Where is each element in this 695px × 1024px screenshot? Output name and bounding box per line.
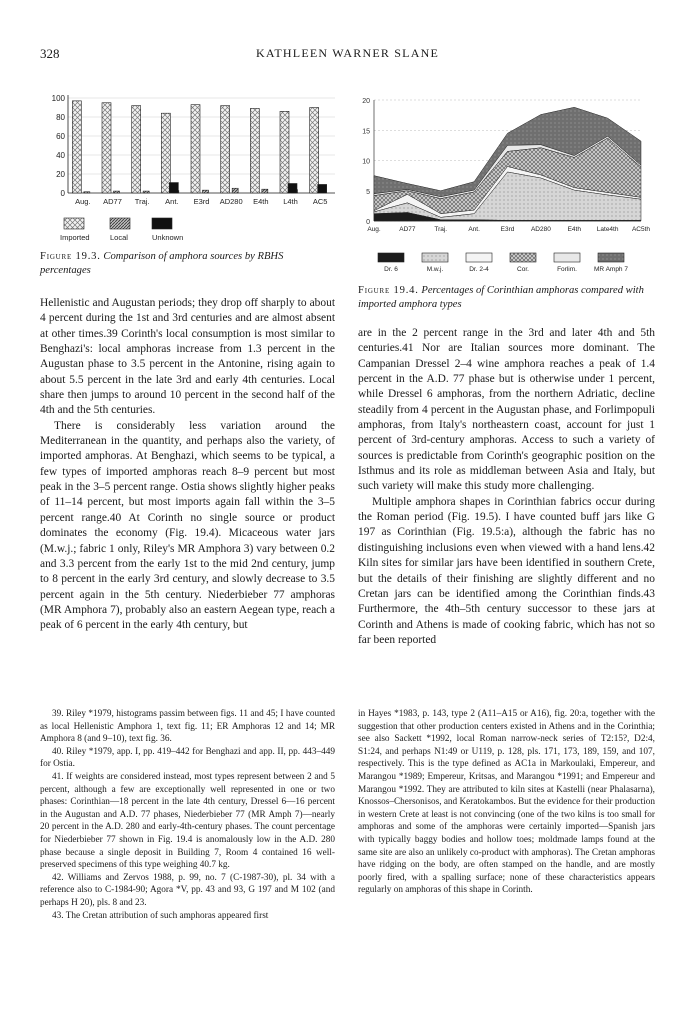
legend-label: Forlim. [557,266,577,273]
x-tick-label: Aug. [75,197,91,206]
bar-local [143,191,149,193]
page-number: 328 [40,46,60,61]
bar-local [84,192,90,193]
y-tick-label: 80 [56,113,65,122]
x-tick-label: E4th [567,226,581,233]
footnote: 43. The Cretan attribution of such amphoras appeared first [52,910,269,921]
x-tick-label: Ant. [165,197,179,206]
caption-text: Percentages of Corinthian amphoras compared with imported amphora types [358,285,644,310]
y-tick-label: 0 [60,189,65,198]
footnotes-left [40,708,335,922]
bar-imported [191,105,200,193]
y-tick-label: 10 [362,158,370,166]
x-tick-label: AC5th [631,226,651,233]
y-tick-label: 60 [56,132,65,141]
legend-label: MR Amph 7 [594,266,628,273]
x-tick-label: AD77 [399,226,416,233]
legend-swatch [110,218,130,229]
footnote: 41. If weights are considered instead, most types represent between 2 and 5 percent, although a few are exceptionally well represented in one or two phases: Corinthian—18 percent in the late 4th century, Dressel 6—16 percent in the Augustan and A.D. 77 phases, Niederbieber 77 (MR Amph 7)—nearly 20 percent in the A.D. 280 and early-4th-century phases. The count percentage for Niederbieber 77 shown in Fig. 19.4 is anomalously low in the A.D. 280 phase because a single deposit in Building 7, Room 4 contained 16 well-preserved specimens of this type weighing 40.7 kg. [40,771,335,871]
bar-imported [250,108,259,193]
bar-local [262,189,268,193]
paragraph: There is considerably less variation around the Mediterranean in the quantity, and perhaps also the variety, of imported amphoras. At Benghazi, which seems to be typical, a few types of imported amphoras reach 8–9 percent but most peak in the 3–5 percent range. Ostia shows slightly higher peaks of 11–14 percent, but most imports again fall within the 3–5 percent range.40 At Corinth no single source or product dominates the economy (Fig. 19.4). Micaceous water jars (M.w.j.; fabric 1 only, Riley's MR Amphora 3) vary between 0.2 and 3.3 percent from the early 1st to the mid 2nd century, jump to 8 percent in the early 3rd century, and slowly decrease to 3.5 percent again in the 5th century. Niederbieber 77 amphoras (MR Amphora 7), probably also an eastern Aegean type, reach a peak of 6 percent in the early 4th century, but [40,419,335,632]
y-tick-label: 100 [51,94,65,103]
x-tick-label: L4th [283,197,298,206]
y-tick-label: 15 [362,128,370,136]
page-header [0,46,695,66]
bar-local [114,191,120,193]
paragraph: Multiple amphora shapes in Corinthian fabrics occur during the Roman period (Fig. 19.5). I have counted buff jars like G 197 as Corinthian (Fig. 19.5:a), although the fabric has no distinguishing inclusions even when viewed with a hand lens.42 Kiln sites for similar jars have been identified in southern Crete, but the details of their finishing are slightly different and no Cretan jars can be identified among the Corinthian finds.43 Furthermore, the 4th–5th century successor to these jars at Corinth and Athens is made of cooking fabric, which has not so far been reported [358,495,655,646]
y-tick-label: 5 [366,188,370,196]
figure-19-4-caption [358,284,655,312]
area-chart [358,90,655,280]
footnote: in Hayes *1983, p. 143, type 2 (A11–A15 or A16), fig. 20:a, together with the suggestion that other production centers existed in Athens and in the Corinthia; see also Sackett *1992, local Roman narrow-neck series of T2:15?, D2:4, S1:24, and perhaps N1:49 or U119, p. 128, pls. 171, 173, 189, 159, and 107, respectively. This is the type defined as AC1a in Markoulaki, Empereur, and Marangou *1989; Empereur, Kritsas, and Marangou *1991; and Empereur and Marangou *1992. They are attributed to kiln sites at Kastelli (near Phalasarna), Knossos–Chersonisos, and Keratokambos. But the evidence for their production in western Crete at least is not convincing (one of the two kilns is too small for amphoras and some of the amphoras were certainly imported—Spanish jars with typically baggy bodies and hollow toes; moldmade lamps found at the same site are also an unlikely co-product with amphoras). The Cretan amphoras have ridging on the body, are often stamped on the handle, and are mostly poorly fired, with a spalling surface; none of these characteristics appears regularly on amphoras of this shape in Corinth. [358,709,655,896]
x-tick-label: E4th [253,197,269,206]
running-title: KATHLEEN WARNER SLANE [256,46,439,60]
legend-swatch [152,218,172,229]
y-tick-label: 20 [56,170,65,179]
legend-swatch [378,253,404,262]
y-tick-label: 20 [362,98,370,105]
legend-label: M.w.j. [426,266,444,273]
x-tick-label: E3rd [193,197,210,206]
legend-label: Imported [60,233,90,242]
bar-local [232,188,238,193]
caption-text: Comparison of amphora sources by RBHS percentages [40,251,284,276]
bar-imported [310,108,319,194]
x-tick-label: Late4th [596,226,619,233]
x-tick-label: AD280 [530,226,551,233]
x-tick-label: Traj. [134,197,150,206]
figure-19-4 [358,90,655,280]
legend-swatch [422,253,448,262]
legend-swatch [510,253,536,262]
left-column [40,296,335,634]
footnote: 39. Riley *1979, histograms passim between figs. 11 and 45; I have counted as local Hellenistic Amphora 1, text fig. 11; ER Amphoras 12 and 14; MR Amphora 8 (and 9–10), text fig. 36. [40,709,335,745]
bar-chart [40,90,340,250]
x-tick-label: Ant. [468,226,480,233]
x-tick-label: E3rd [500,226,515,233]
legend-label: Dr. 6 [384,266,398,273]
x-tick-label: AD77 [103,197,122,206]
bar-unknown [288,184,297,194]
y-tick-label: 0 [366,219,370,226]
bar-unknown [169,183,178,193]
x-tick-label: Aug. [367,226,381,233]
paragraph: are in the 2 percent range in the 3rd and later 4th and 5th centuries.41 Nor are Italian sources more dominant. The Campanian Dressel 2–4 wine amphora reaches a peak of 1.4 percent in the A.D. 77 phase but is otherwise under 1 percent, while Dressel 6 amphoras, from the northern Adriatic, decline steadily from 4 percent in the Augustan phase, and Forlimpopuli amphoras, from Italy's northeastern coast, account for just 1 percent of 3rd-century amphoras. Access to such a variety of sources is predictable from Corinth's geographic position on the Isthmus and its role as middleman between Asia and Italy, but such variety will make this study more challenging. [358,327,655,493]
x-tick-label: AD280 [219,197,243,206]
bar-imported [221,106,230,193]
y-tick-label: 40 [56,151,65,160]
legend-label: Local [110,233,128,242]
bar-imported [132,106,141,193]
footnote: 42. Williams and Zervos 1988, p. 99, no. 7 (C-1987-30), pl. 34 with a reference also to C-1984-90; Agora *V, pp. 43 and 93, G 197 and M 102 (and perhaps H 20), pls. 8 and 23. [40,872,335,908]
legend-swatch [466,253,492,262]
figure-19-3-caption [40,250,335,278]
legend-swatch [64,218,84,229]
footnotes-right [358,708,655,897]
paragraph: Hellenistic and Augustan periods; they drop off sharply to about 4 percent during the 1st and 3rd centuries and are almost absent at other times.39 Corinth's local consumption is most similar to Benghazi's: local amphoras increase from 1.3 percent in the Augustan phase to 3.5 percent in the Antonine, rising again to about 5.5 percent in the late 3rd and early 4th centuries. Local share then jumps to around 10 percent in the second half of the 4th and the 5th centuries. [40,297,335,417]
bar-imported [161,113,170,193]
legend-label: Cor. [517,266,529,273]
x-tick-label: AC5 [312,197,328,206]
bar-imported [102,103,111,193]
bar-local [203,190,209,193]
footnote: 40. Riley *1979, app. I, pp. 419–442 for Benghazi and app. II, pp. 443–449 for Ostia. [40,746,335,770]
legend-swatch [598,253,624,262]
figure-19-3 [40,90,340,250]
caption-label: Figure 19.3. [40,251,101,262]
bar-unknown [318,184,327,193]
legend-swatch [554,253,580,262]
legend-label: Dr. 2-4 [469,266,489,273]
bar-imported [280,111,289,193]
caption-label: Figure 19.4. [358,285,419,296]
right-column [358,326,655,648]
legend-label: Unknown [152,233,184,242]
x-tick-label: Traj. [434,226,448,233]
bar-imported [72,101,81,193]
